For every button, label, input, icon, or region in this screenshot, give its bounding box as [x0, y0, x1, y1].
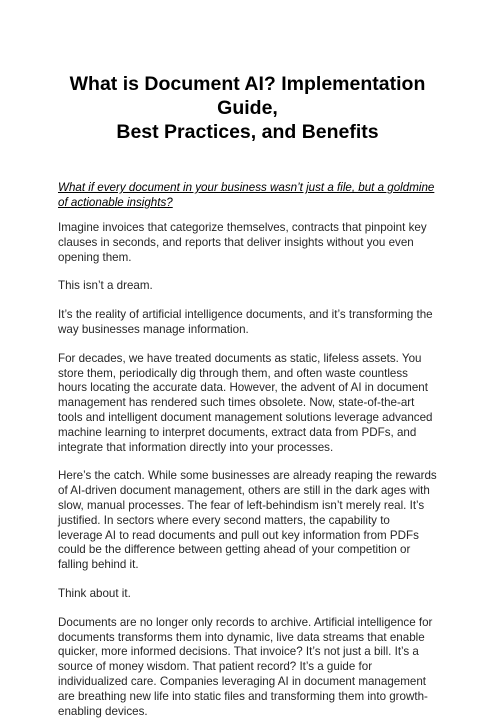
paragraph-not-a-dream: This isn’t a dream.	[58, 279, 153, 293]
title-line-2: Best Practices, and Benefits	[116, 121, 379, 143]
paragraph-documents-no-longer: Documents are no longer only records to archive. Artificial intelligence for documents transforms them into dynamic, live data streams that enable quicker, more informed decisions. That invoice? It’s not just a bill. It’s a source of money wisdom. That patient record? It’s a guide for individualized care. Companies leveraging AI in document management are breathing new life into static files and transforming them into growth-enabling devices.	[58, 615, 433, 718]
paragraph-for-decades: For decades, we have treated documents as static, lifeless assets. You store them, periodically dig through them, and often waste countless hours locating the accurate data. However, the advent of AI in document management has rendered such times obsolete. Now, state-of-the-art tools and intelligent document management solutions leverage advanced machine learning to interpret documents, extract data from PDFs, and integrate that information directly into your processes.	[58, 351, 433, 454]
paragraph-think-about-it: Think about it.	[58, 586, 131, 600]
document-title	[58, 72, 437, 144]
paragraph-reality: It’s the reality of artificial intelligence documents, and it’s transforming the way businesses manage information.	[58, 308, 433, 336]
intro-question: What if every document in your business wasn’t just a file, but a goldmine of actionable insights?	[58, 181, 435, 209]
paragraph-the-catch: Here’s the catch. While some businesses are already reaping the rewards of AI-driven document management, others are still in the dark ages with slow, manual processes. The fear of left-behindism isn’t merely real. It’s justified. In sectors where every second matters, the capability to leverage AI to read documents and pull out key information from PDFs could be the difference between getting ahead of your competition or falling behind it.	[58, 469, 437, 572]
title-line-1: What is Document AI? Implementation Guide,	[69, 73, 426, 119]
paragraph-imagine: Imagine invoices that categorize themselves, contracts that pinpoint key clauses in seconds, and reports that deliver insights without you even opening them.	[58, 221, 427, 264]
